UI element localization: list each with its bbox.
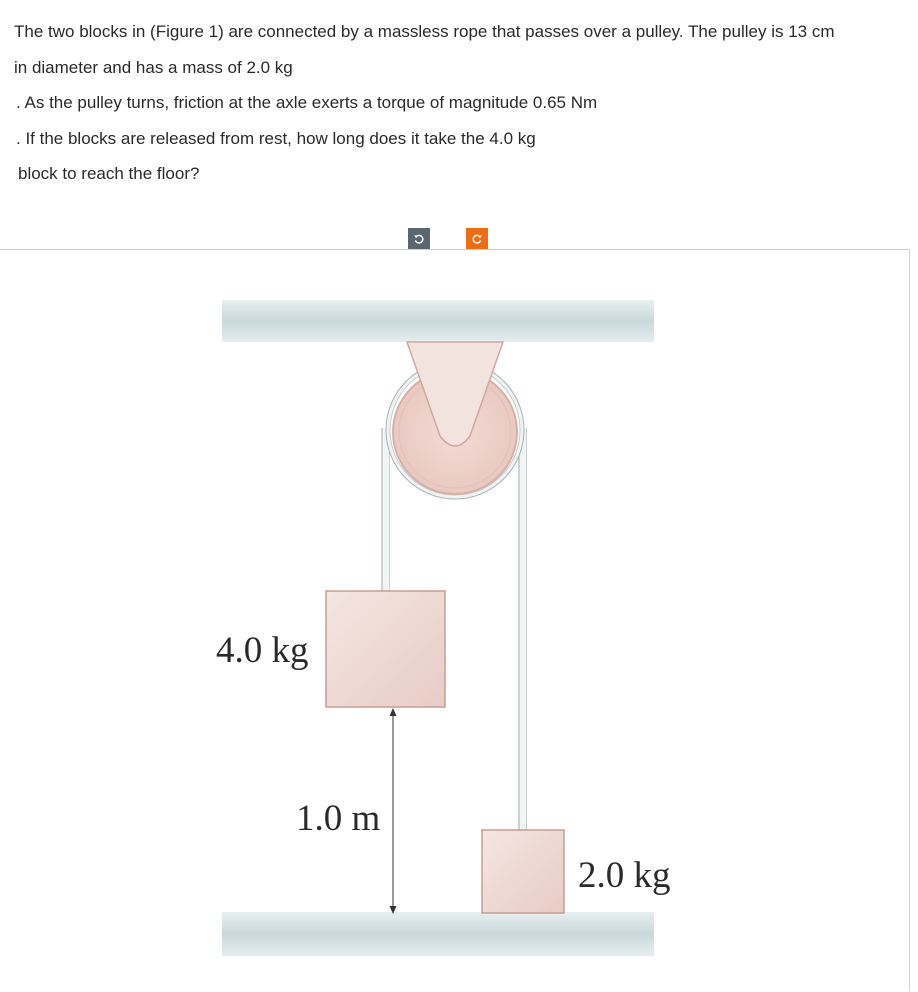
height-label: 1.0 m (296, 798, 381, 839)
mass-left-label: 4.0 kg (216, 630, 309, 671)
mass-right-label: 2.0 kg (578, 855, 671, 896)
floor (222, 912, 654, 956)
figure-panel (0, 249, 910, 991)
rotate-ccw-icon (413, 233, 425, 245)
rotate-right-button[interactable] (466, 228, 488, 250)
problem-line-1: The two blocks in (Figure 1) are connected by a massless rope that passes over a pulley. The pulley is 13 cm (14, 22, 835, 41)
rope-left (382, 428, 389, 591)
problem-bullet-2: . If the blocks are released from rest, how long does it take the 4.0 kg (16, 128, 536, 148)
problem-line-5: block to reach the floor? (18, 164, 200, 183)
pulley-figure (0, 250, 910, 992)
rotate-cw-icon (471, 233, 483, 245)
problem-line-2: in diameter and has a mass of 2.0 kg (14, 57, 293, 77)
problem-statement (14, 14, 904, 192)
height-dimension-arrow (390, 708, 397, 914)
block-4kg (326, 591, 445, 707)
ceiling (222, 300, 654, 342)
rotate-left-button[interactable] (408, 228, 430, 250)
rope-right (519, 428, 526, 830)
problem-bullet-1: . As the pulley turns, friction at the axle exerts a torque of magnitude 0.65 Nm (16, 93, 598, 112)
pulley-axle (452, 429, 458, 435)
figure-toolbar (408, 228, 488, 250)
block-2kg (482, 830, 564, 913)
